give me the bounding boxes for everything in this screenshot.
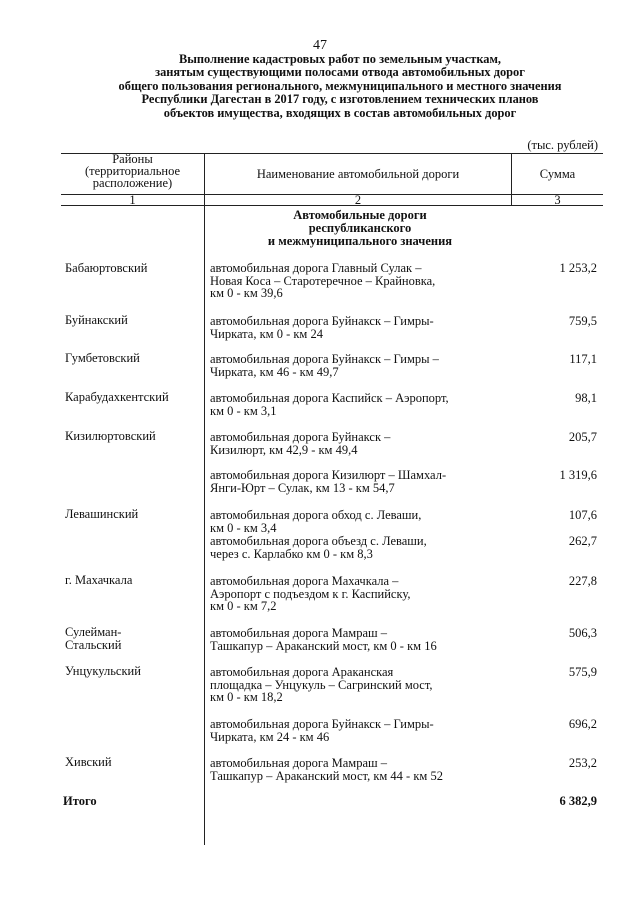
road-cell: автомобильная дорога Главный Сулак – Новая Коса – Старотеречное – Крайновка, км 0 - км 39,6 [210,261,436,300]
road-cell: автомобильная дорога Махачкала – Аэропорт с подъездом к г. Каспийску, км 0 - км 7,2 [210,574,411,613]
title-line: занятым существующими полосами отвода автомобильных дорог [155,65,525,80]
district-cell: Унцукульский [65,664,141,678]
title-line: общего пользования регионального, межмуниципального и местного значения [118,78,562,93]
district-cell: Левашинский [65,507,139,521]
sum-cell: 253,2 [568,756,597,770]
district-cell: Хивский [65,755,112,769]
road-cell: автомобильная дорога Араканская площадка – Унцукуль – Сагринский мост, км 0 - км 18,2 [210,665,433,704]
road-cell: автомобильная дорога Каспийск – Аэропорт, км 0 - км 3,1 [210,391,449,418]
sum-cell: 506,3 [568,626,597,640]
district-cell: Гумбетовский [65,351,140,365]
road-cell: автомобильная дорога Буйнакск – Гимры- Чирката, км 24 - км 46 [210,717,434,744]
sum-cell: 107,6 [568,508,597,522]
sum-cell: 1 253,2 [559,261,597,275]
district-cell: Карабудахкентский [65,390,169,404]
title-line: Выполнение кадастровых работ по земельным участкам, [178,52,502,66]
column-number: 2 [354,193,362,207]
column-number: 3 [554,193,561,207]
title-line: Республики Дагестан в 2017 году, с изготовлением технических планов [141,92,539,107]
road-cell: автомобильная дорога объезд с. Леваши, через с. Карлабко км 0 - км 8,3 [210,534,427,561]
section-title: Автомобильные дороги республиканского и межмуниципального значения [267,208,453,248]
district-cell: Бабаюртовский [65,261,148,275]
district-cell: г. Махачкала [65,573,133,587]
district-cell: Кизилюртовский [65,429,156,443]
units-label: (тыс. рублей) [527,138,598,152]
header-district: Районы (территориальное расположение) [84,152,181,190]
column-divider-1 [204,153,205,845]
sum-cell: 117,1 [569,352,597,366]
road-cell: автомобильная дорога Мамраш – Ташкапур – Араканский мост, км 0 - км 16 [210,626,437,653]
document-title [60,53,620,120]
header-sum: Сумма [539,167,576,181]
sum-cell: 1 319,6 [559,468,597,482]
sum-cell: 98,1 [575,391,597,405]
road-cell: автомобильная дорога Мамраш – Ташкапур – Араканский мост, км 44 - км 52 [210,756,443,783]
total-sum: 6 382,9 [559,794,597,808]
sum-cell: 696,2 [568,717,597,731]
road-cell: автомобильная дорога Буйнакск – Кизилюрт, км 42,9 - км 49,4 [210,430,391,457]
road-cell: автомобильная дорога Буйнакск – Гимры – Чирката, км 46 - км 49,7 [210,352,439,379]
road-cell: автомобильная дорога Кизилюрт – Шамхал- Янги-Юрт – Сулак, км 13 - км 54,7 [210,468,447,495]
total-label: Итого [63,794,97,808]
district-cell: Буйнакский [65,313,128,327]
sum-cell: 227,8 [568,574,597,588]
page-number: 47 [313,38,327,53]
road-cell: автомобильная дорога Буйнакск – Гимры- Чирката, км 0 - км 24 [210,314,434,341]
district-cell: Сулейман- Стальский [65,625,122,652]
sum-cell: 575,9 [568,665,597,679]
sum-cell: 262,7 [568,534,597,548]
sum-cell: 759,5 [568,314,597,328]
header-road: Наименование автомобильной дороги [256,167,460,181]
column-number: 1 [129,193,136,207]
title-line: объектов имущества, входящих в состав автомобильных дорог [163,105,517,120]
road-cell: автомобильная дорога обход с. Леваши, км 0 - км 3,4 [210,508,422,535]
sum-cell: 205,7 [568,430,597,444]
